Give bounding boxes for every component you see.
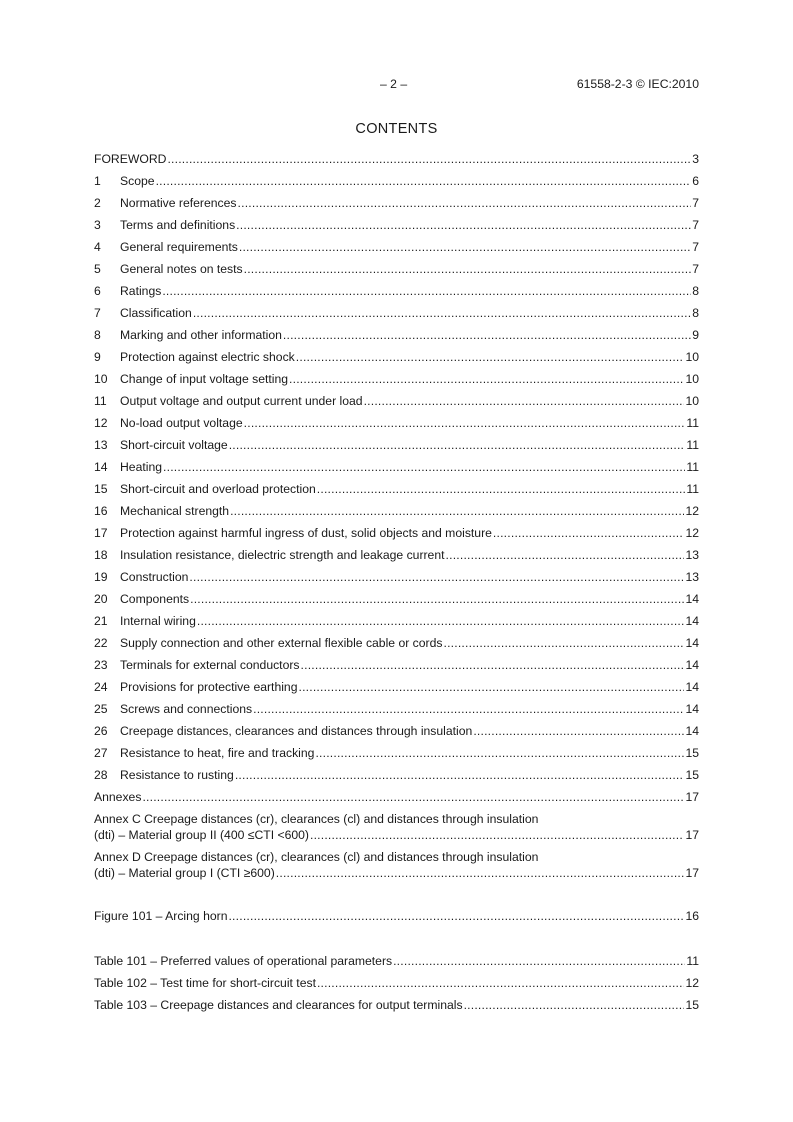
toc-entry-page: 11 (686, 438, 699, 452)
toc-entry-title: Construction (120, 570, 189, 584)
toc-entry-table[interactable] (94, 975, 699, 991)
dot-leader (197, 613, 685, 629)
toc-entry-title: Protection against electric shock (120, 350, 295, 364)
toc-entry-page: 16 (685, 909, 699, 923)
dot-leader (229, 437, 686, 453)
toc-entry-title: Supply connection and other external flexible cable or cords (120, 636, 443, 650)
toc-entry-page: 14 (685, 658, 699, 672)
clause-number: 23 (94, 658, 108, 672)
toc-entry-title: FOREWORD (94, 152, 167, 166)
toc-entry-title: Terms and definitions (120, 218, 236, 232)
toc-entry-title: Mechanical strength (120, 504, 230, 518)
toc-entry-title: Normative references (120, 196, 237, 210)
dot-leader (310, 827, 684, 843)
dot-leader (189, 569, 684, 585)
toc-entry-page: 12 (685, 504, 699, 518)
toc-entry-page: 6 (692, 174, 699, 188)
toc-entry-clause[interactable] (94, 261, 699, 277)
toc-entry-clause[interactable] (94, 525, 699, 541)
clause-number: 21 (94, 614, 108, 628)
toc-entry-page: 14 (685, 636, 699, 650)
clause-number: 15 (94, 482, 108, 496)
dot-leader (244, 415, 686, 431)
toc-entry-page: 7 (692, 196, 699, 210)
dot-leader (317, 975, 684, 991)
toc-entry-clause[interactable] (94, 371, 699, 387)
clause-number: 13 (94, 438, 108, 452)
toc-entry-title: General notes on tests (120, 262, 243, 276)
toc-entry-title: Marking and other information (120, 328, 282, 342)
toc-entry-clause[interactable] (94, 547, 699, 563)
toc-entry-title: Table 103 – Creepage distances and clearances for output terminals (94, 998, 463, 1012)
document-reference: 61558-2-3 © IEC:2010 (576, 77, 699, 91)
toc-entry-title: Provisions for protective earthing (120, 680, 298, 694)
dot-leader (193, 305, 691, 321)
clause-number: 11 (94, 394, 107, 408)
toc-entry-clause[interactable] (94, 701, 699, 717)
dot-leader (289, 371, 684, 387)
toc-entry-page: 15 (685, 746, 699, 760)
toc-entry-title-line2: (dti) – Material group II (400 ≤CTI <600) (94, 828, 309, 842)
toc-entry-title: Scope (120, 174, 155, 188)
clause-number: 1 (94, 174, 101, 188)
clause-number: 16 (94, 504, 108, 518)
dot-leader (228, 908, 684, 924)
toc-entry-clause[interactable] (94, 349, 699, 365)
toc-entry-title: Figure 101 – Arcing horn (94, 909, 228, 923)
clause-number: 28 (94, 768, 108, 782)
toc-entry-title: Terminals for external conductors (120, 658, 300, 672)
toc-entry-clause[interactable] (94, 657, 699, 673)
dot-leader (298, 679, 684, 695)
toc-entry-clause[interactable] (94, 503, 699, 519)
clause-number: 18 (94, 548, 108, 562)
dot-leader (296, 349, 685, 365)
clause-number: 14 (94, 460, 108, 474)
clause-number: 6 (94, 284, 101, 298)
dot-leader (473, 723, 684, 739)
toc-entry-clause[interactable] (94, 723, 699, 739)
toc-entry-page: 11 (686, 416, 699, 430)
toc-entry-page: 11 (686, 954, 699, 968)
toc-entry-clause[interactable] (94, 239, 699, 255)
dot-leader (253, 701, 684, 717)
toc-entry-title: Short-circuit and overload protection (120, 482, 316, 496)
dot-leader (162, 283, 691, 299)
toc-entry-page: 14 (685, 592, 699, 606)
toc-entry-clause[interactable] (94, 613, 699, 629)
dot-leader (239, 239, 691, 255)
toc-entry-clause[interactable] (94, 173, 699, 189)
dot-leader (167, 151, 691, 167)
toc-entry-title: Heating (120, 460, 163, 474)
toc-entry-clause[interactable] (94, 767, 699, 783)
toc-entry-page: 13 (685, 548, 699, 562)
toc-entry-title: Insulation resistance, dielectric strength and leakage current (120, 548, 445, 562)
toc-entry-clause[interactable] (94, 217, 699, 233)
toc-entry-page: 8 (692, 284, 699, 298)
clause-number: 17 (94, 526, 108, 540)
clause-number: 4 (94, 240, 101, 254)
toc-entry-page: 17 (685, 866, 699, 880)
toc-entry-page: 12 (685, 976, 699, 990)
toc-entry-clause[interactable] (94, 283, 699, 299)
toc-entry-page: 13 (685, 570, 699, 584)
dot-leader (283, 327, 691, 343)
toc-entry-clause[interactable] (94, 569, 699, 585)
contents-title: CONTENTS (355, 121, 438, 137)
dot-leader (444, 635, 685, 651)
toc-entry-title: Protection against harmful ingress of dust, solid objects and moisture (120, 526, 492, 540)
toc-entry-title-line2: (dti) – Material group I (CTI ≥600) (94, 866, 275, 880)
toc-entry-title: Change of input voltage setting (120, 372, 289, 386)
toc-entry-figure[interactable] (94, 908, 699, 924)
clause-number: 9 (94, 350, 101, 364)
toc-entry-annex-c[interactable] (94, 811, 699, 845)
toc-entry-title: General requirements (120, 240, 238, 254)
toc-entry-clause[interactable] (94, 437, 699, 453)
toc-entry-title: Resistance to heat, fire and tracking (120, 746, 315, 760)
toc-entry-title-line1: Annex D Creepage distances (cr), clearances (cl) and distances through insulation (94, 850, 539, 864)
dot-leader (235, 767, 685, 783)
toc-entry-title: Output voltage and output current under load (120, 394, 363, 408)
toc-entry-title: Annexes (94, 790, 142, 804)
toc-entry-title-line1: Annex C Creepage distances (cr), clearances (cl) and distances through insulation (94, 812, 539, 826)
toc-entry-page: 14 (685, 680, 699, 694)
toc-entry-title: Internal wiring (120, 614, 196, 628)
dot-leader (236, 217, 691, 233)
toc-entry-page: 10 (685, 350, 699, 364)
clause-number: 10 (94, 372, 108, 386)
clause-number: 12 (94, 416, 108, 430)
clause-number: 5 (94, 262, 101, 276)
toc-entry-clause[interactable] (94, 745, 699, 761)
toc-entry-page: 15 (685, 998, 699, 1012)
toc-entry-clause[interactable] (94, 679, 699, 695)
clause-number: 8 (94, 328, 101, 342)
dot-leader (142, 789, 684, 805)
clause-number: 20 (94, 592, 108, 606)
toc-entry-foreword[interactable] (94, 151, 699, 167)
toc-entry-clause[interactable] (94, 195, 699, 211)
toc-entry-page: 14 (685, 702, 699, 716)
clause-number: 25 (94, 702, 108, 716)
toc-entry-page: 8 (692, 306, 699, 320)
toc-entry-page: 7 (692, 240, 699, 254)
dot-leader (163, 459, 685, 475)
clause-number: 24 (94, 680, 108, 694)
toc-entry-page: 12 (685, 526, 699, 540)
clause-number: 27 (94, 746, 108, 760)
toc-entry-page: 3 (692, 152, 699, 166)
toc-entry-title: Table 101 – Preferred values of operational parameters (94, 954, 393, 968)
toc-entry-title: Resistance to rusting (120, 768, 234, 782)
dot-leader (230, 503, 684, 519)
dot-leader (315, 745, 684, 761)
toc-entry-page: 11 (686, 460, 699, 474)
dot-leader (301, 657, 685, 673)
dot-leader (364, 393, 685, 409)
toc-entry-clause[interactable] (94, 635, 699, 651)
toc-entry-title: Short-circuit voltage (120, 438, 228, 452)
toc-entry-table[interactable] (94, 997, 699, 1013)
clause-number: 7 (94, 306, 101, 320)
page-header (94, 77, 699, 93)
toc-entry-page: 14 (685, 614, 699, 628)
toc-entry-table[interactable] (94, 953, 699, 969)
page-number: – 2 – (380, 77, 408, 91)
toc-entry-page: 17 (685, 790, 699, 804)
toc-entry-page: 9 (692, 328, 699, 342)
toc-entry-page: 14 (685, 724, 699, 738)
toc-entry-clause[interactable] (94, 415, 699, 431)
toc-entry-clause[interactable] (94, 459, 699, 475)
clause-number: 2 (94, 196, 101, 210)
toc-entry-clause[interactable] (94, 481, 699, 497)
toc-entry-annexes[interactable] (94, 789, 699, 805)
toc-entry-page: 7 (692, 218, 699, 232)
toc-entry-title: Screws and connections (120, 702, 253, 716)
toc-entry-title: No-load output voltage (120, 416, 243, 430)
toc-entry-page: 17 (685, 828, 699, 842)
toc-entry-title: Components (120, 592, 190, 606)
toc-entry-title: Ratings (120, 284, 162, 298)
dot-leader (156, 173, 692, 189)
toc-entry-annex-d[interactable] (94, 849, 699, 883)
dot-leader (464, 997, 685, 1013)
clause-number: 26 (94, 724, 108, 738)
dot-leader (190, 591, 684, 607)
dot-leader (238, 195, 692, 211)
toc-entry-page: 11 (686, 482, 699, 496)
toc-entry-clause[interactable] (94, 393, 699, 409)
toc-entry-page: 10 (685, 372, 699, 386)
toc-entry-clause[interactable] (94, 327, 699, 343)
toc-entry-page: 15 (685, 768, 699, 782)
toc-entry-title: Table 102 – Test time for short-circuit test (94, 976, 316, 990)
clause-number: 3 (94, 218, 101, 232)
toc-entry-page: 7 (692, 262, 699, 276)
clause-number: 19 (94, 570, 108, 584)
dot-leader (317, 481, 686, 497)
clause-number: 22 (94, 636, 108, 650)
dot-leader (276, 865, 685, 881)
toc-entry-title: Creepage distances, clearances and distances through insulation (120, 724, 473, 738)
toc-entry-title: Classification (120, 306, 192, 320)
dot-leader (244, 261, 692, 277)
toc-entry-page: 10 (685, 394, 699, 408)
dot-leader (493, 525, 685, 541)
toc-entry-clause[interactable] (94, 591, 699, 607)
dot-leader (446, 547, 685, 563)
toc-entry-clause[interactable] (94, 305, 699, 321)
dot-leader (393, 953, 685, 969)
